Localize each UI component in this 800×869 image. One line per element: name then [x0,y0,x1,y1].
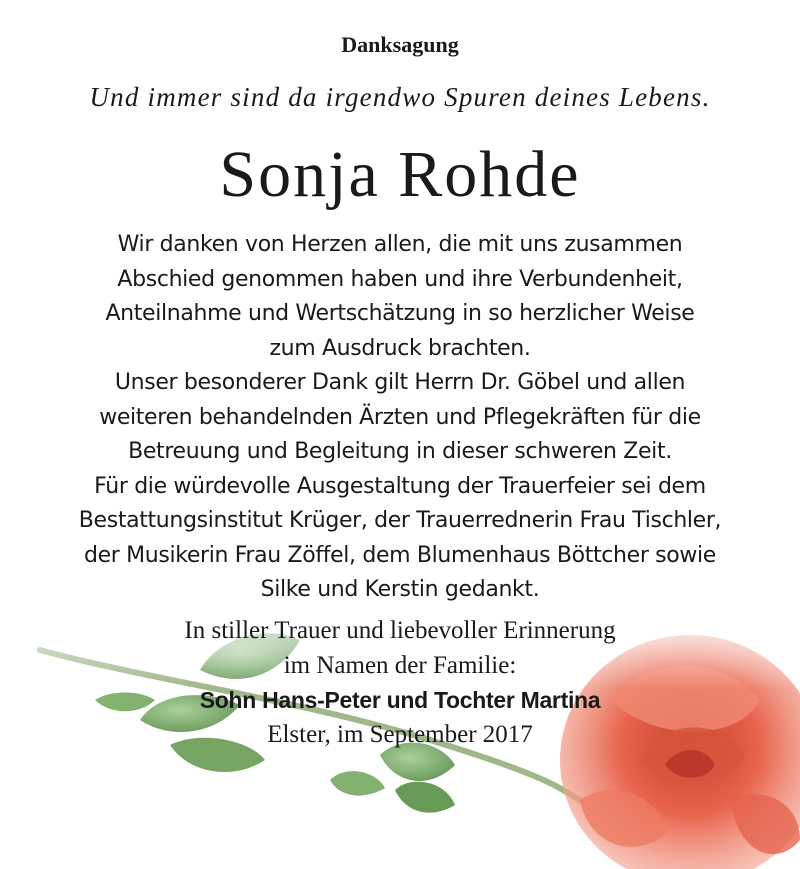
text-line: Betreuung und Begleitung in dieser schweren Zeit. [128,439,672,464]
text-line: der Musikerin Frau Zöffel, dem Blumenhaus Böttcher sowie [84,542,716,568]
thanks-paragraph [0,470,800,608]
thanks-text [0,228,800,608]
notice-motto: Und immer sind da irgendwo Spuren deines Lebens. [89,82,711,112]
thanks-paragraph [0,228,800,366]
text-line: Abschied genommen haben und ihre Verbundenheit, [117,266,683,292]
text-line: Anteilnahme und Wertschätzung in so herzlicher Weise [105,301,695,326]
signatories: Sohn Hans-Peter und Tochter Martina [199,687,601,713]
text-line: Für die würdevolle Ausgestaltung der Trauerfeier sei dem [94,473,706,499]
place-date: Elster, im September 2017 [267,720,533,748]
text-line: Unser besonderer Dank gilt Herrn Dr. Göbel und allen [114,370,686,395]
closing-block [0,614,800,752]
text-line: Bestattungsinstitut Krüger, der Trauerrednerin Frau Tischler, [78,508,722,533]
closing-line: In stiller Trauer und liebevoller Erinnerung [184,617,616,644]
closing-line: im Namen der Familie: [283,651,517,679]
text-line: Silke und Kerstin gedankt. [260,577,540,602]
text-line: weiteren behandelnden Ärzten und Pflegekräften für die [99,404,701,430]
notice-heading: Danksagung [341,32,459,57]
deceased-name: Sonja Rohde [219,138,581,211]
thanks-paragraph [0,366,800,470]
text-line: Wir danken von Herzen allen, die mit uns zusammen [117,232,683,257]
text-line: zum Ausdruck brachten. [269,335,531,361]
